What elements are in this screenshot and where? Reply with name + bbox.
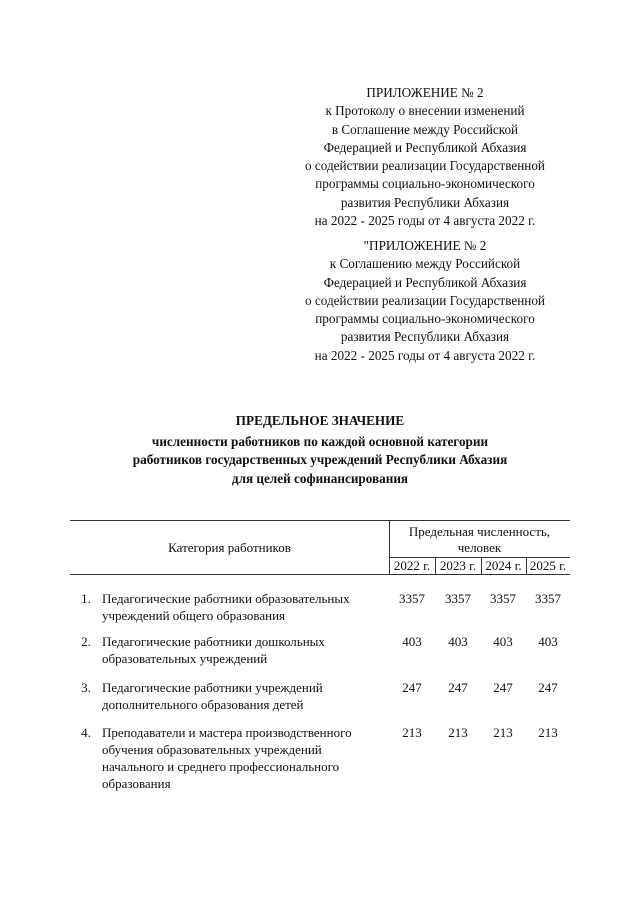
row-category-line: Педагогические работники дошкольных <box>102 634 325 649</box>
row-number: 3. <box>81 680 91 695</box>
row-value-2025: 3357 <box>535 591 561 606</box>
row-value-2023: 247 <box>448 680 468 695</box>
attachment-line: ПРИЛОЖЕНИЕ № 2 <box>366 85 484 100</box>
subtitle-line: для целей софинансирования <box>231 470 409 486</box>
header-limit: Предельная численность, <box>408 524 551 539</box>
row-category <box>102 590 392 624</box>
row-category <box>102 679 392 713</box>
attachment-line: Федерацией и Республикой Абхазия <box>323 274 527 290</box>
row-value-2025: 213 <box>538 725 558 740</box>
row-value-2023: 403 <box>448 634 468 649</box>
row-category-line: Преподаватели и мастера производственного <box>102 725 352 740</box>
row-category-line: Педагогические работники образовательных <box>102 591 350 606</box>
row-value-2024: 213 <box>493 725 513 740</box>
header-year: 2025 г. <box>529 558 567 573</box>
header-year: 2023 г. <box>439 558 477 573</box>
subtitle-line: работников государственных учреждений Республики Абхазия <box>132 452 508 468</box>
attachment-line: развития Республики Абхазия <box>340 194 510 210</box>
header-year: 2024 г. <box>485 558 522 573</box>
attachment-line: Федерацией и Республикой Абхазия <box>323 139 527 155</box>
row-value-2022: 247 <box>402 680 422 695</box>
row-value-2022: 213 <box>402 725 422 740</box>
row-category <box>102 633 392 667</box>
row-category <box>102 724 392 792</box>
header-category: Категория работников <box>168 540 291 555</box>
row-value-2023: 213 <box>448 725 468 740</box>
header-bottom-border <box>70 574 570 575</box>
row-value-2024: 247 <box>493 680 513 695</box>
attachment-line: к Соглашению между Российской <box>329 256 521 272</box>
attachment-agreement-header <box>280 237 570 365</box>
attachment-line: "ПРИЛОЖЕНИЕ № 2 <box>363 238 487 253</box>
row-category-line: образования <box>102 776 171 791</box>
row-value-2024: 403 <box>493 634 513 649</box>
row-value-2022: 403 <box>402 634 422 649</box>
document-subtitle <box>0 433 640 488</box>
subtitle-line: численности работников по каждой основной категории <box>151 434 489 449</box>
row-number: 2. <box>81 634 91 649</box>
attachment-line: программы социально-экономического <box>315 311 535 327</box>
row-value-2024: 3357 <box>490 591 516 606</box>
attachment-line: о содействии реализации Государственной <box>305 158 545 174</box>
row-category-line: образовательных учреждений <box>102 651 268 666</box>
attachment-line: на 2022 - 2025 годы от 4 августа 2022 г. <box>314 213 536 229</box>
attachment-line: на 2022 - 2025 годы от 4 августа 2022 г. <box>314 347 536 363</box>
row-number: 4. <box>81 725 91 740</box>
row-value-2025: 247 <box>538 680 558 695</box>
attachment-amendment-header <box>280 84 570 230</box>
row-number: 1. <box>81 591 91 606</box>
row-category-line: начального и среднего профессионального <box>102 759 340 774</box>
header-year: 2022 г. <box>393 558 431 573</box>
row-value-2022: 3357 <box>399 591 425 606</box>
row-value-2025: 403 <box>538 634 558 649</box>
row-category-line: обучения образовательных учреждений <box>102 742 322 757</box>
attachment-line: развития Республики Абхазия <box>340 329 510 345</box>
row-category-line: учреждений общего образования <box>102 608 286 623</box>
attachment-line: в Соглашение между Российской <box>331 121 519 137</box>
row-category-line: дополнительного образования детей <box>102 697 304 712</box>
attachment-line: о содействии реализации Государственной <box>305 292 545 308</box>
table-top-border <box>70 520 570 521</box>
row-category-line: Педагогические работники учреждений <box>102 680 323 695</box>
attachment-line: программы социально-экономического <box>315 176 535 192</box>
attachment-line: к Протоколу о внесении изменений <box>325 103 525 119</box>
row-value-2023: 3357 <box>445 591 471 606</box>
header-limit-unit: человек <box>457 540 502 555</box>
document-title: ПРЕДЕЛЬНОЕ ЗНАЧЕНИЕ <box>235 413 405 428</box>
